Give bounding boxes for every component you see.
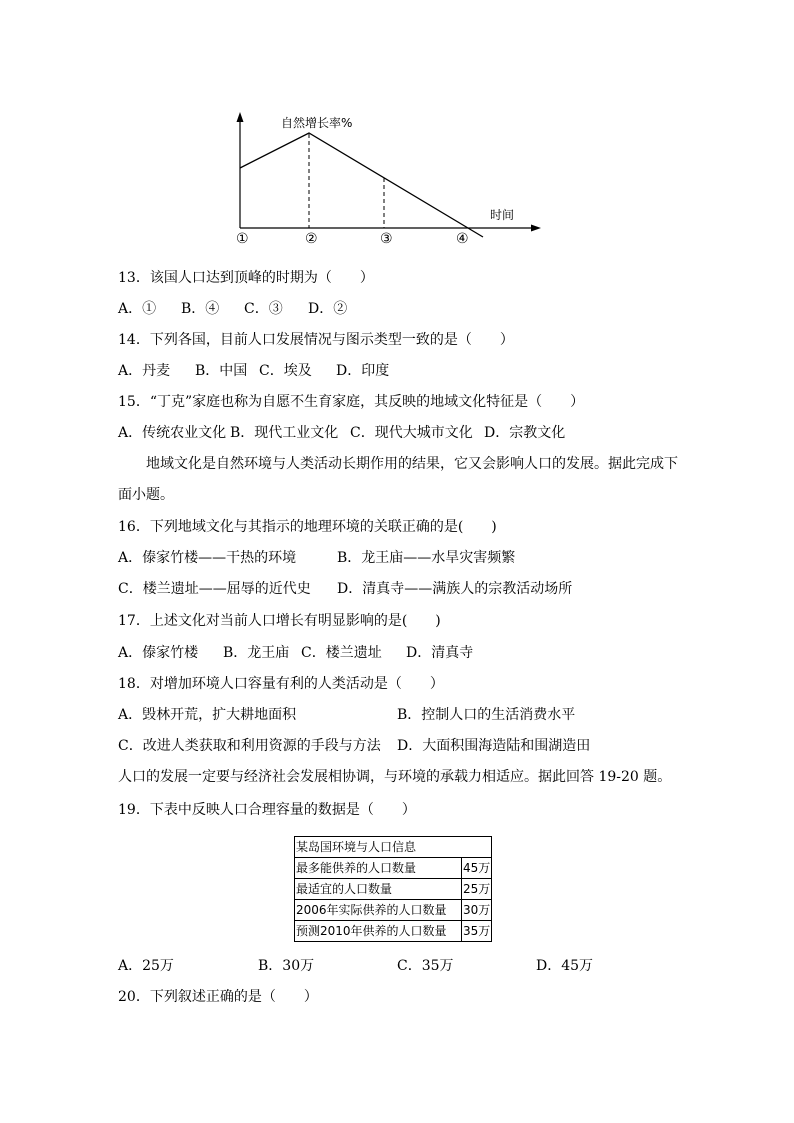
q17-option-d: D．清真寺 — [406, 645, 474, 661]
x-axis-label: 时间 — [490, 208, 515, 222]
table-row-value: 45万 — [462, 858, 492, 879]
q19-option-c: C．35万 — [397, 958, 454, 974]
table-title: 某岛国环境与人口信息 — [295, 837, 492, 858]
q15-option-a: A．传统农业文化 — [118, 425, 227, 441]
question-15-stem: 15．“丁克”家庭也称为自愿不生育家庭，其反映的地域文化特征是（ ） — [118, 394, 585, 410]
q15-option-b: B．现代工业文化 — [230, 425, 339, 441]
q13-option-d: D．② — [308, 301, 348, 317]
question-14-stem: 14．下列各国，目前人口发展情况与图示类型一致的是（ ） — [118, 332, 514, 348]
table-row — [295, 858, 492, 879]
growth-rate-line — [240, 133, 483, 237]
q18-option-b: B．控制人口的生活消费水平 — [397, 707, 576, 723]
q19-option-b: B．30万 — [258, 958, 315, 974]
y-axis-label: 自然增长率% — [281, 116, 353, 130]
q19-option-d: D．45万 — [536, 958, 594, 974]
table-row — [295, 879, 492, 900]
q13-option-a: A．① — [118, 301, 157, 317]
q14-option-c: C．埃及 — [259, 363, 312, 379]
table-row-label: 最多能供养的人口数量 — [295, 858, 462, 879]
q15-option-c: C．现代大城市文化 — [350, 425, 473, 441]
table-row — [295, 837, 492, 858]
q17-option-b: B．龙王庙 — [223, 645, 290, 661]
q16-option-c: C．楼兰遗址——屈辱的近代史 — [118, 581, 311, 597]
question-19-stem: 19．下表中反映人口合理容量的数据是（ ） — [118, 802, 416, 818]
growth-rate-figure — [0, 0, 794, 260]
question-20-stem: 20．下列叙述正确的是（ ） — [118, 989, 318, 1005]
q18-option-c: C．改进人类获取和利用资源的手段与方法 — [118, 738, 381, 754]
question-18-stem: 18．对增加环境人口容量有利的人类活动是（ ） — [118, 676, 444, 692]
q17-option-a: A．傣家竹楼 — [118, 645, 199, 661]
passage-regional-culture: 地域文化是自然环境与人类活动长期作用的结果，它又会影响人口的发展。据此完成下面小题。 — [118, 456, 678, 503]
table-row-label: 最适宜的人口数量 — [295, 879, 462, 900]
q18-option-d: D．大面积围海造陆和围湖造田 — [397, 738, 591, 754]
q14-option-b: B．中国 — [195, 363, 248, 379]
q17-option-c: C．楼兰遗址 — [301, 645, 382, 661]
q16-option-b: B．龙王庙——水旱灾害频繁 — [337, 550, 516, 566]
x-axis-arrow — [531, 225, 541, 232]
q15-option-d: D．宗教文化 — [484, 425, 566, 441]
question-13-stem: 13．该国人口达到顶峰的时期为（ ） — [118, 270, 374, 286]
table-row-label: 预测2010年供养的人口数量 — [295, 921, 462, 942]
q16-option-a: A．傣家竹楼——干热的环境 — [118, 550, 297, 566]
q18-option-a: A．毁林开荒，扩大耕地面积 — [118, 707, 297, 723]
question-16-stem: 16．下列地域文化与其指示的地理环境的关联正确的是( ) — [118, 519, 497, 535]
tick-label-2: ② — [305, 231, 318, 247]
table-row-value: 35万 — [462, 921, 492, 942]
tick-label-4: ④ — [456, 231, 469, 247]
tick-label-3: ③ — [380, 231, 393, 247]
q19-option-a: A．25万 — [118, 958, 174, 974]
y-axis-arrow — [237, 112, 244, 122]
q14-option-a: A．丹麦 — [118, 363, 171, 379]
passage-population-capacity: 人口的发展一定要与经济社会发展相协调，与环境的承载力相适应。据此回答 19-20 题。 — [118, 769, 672, 785]
q16-option-d: D．清真寺——满族人的宗教活动场所 — [337, 581, 573, 597]
table-row-label: 2006年实际供养的人口数量 — [295, 900, 462, 921]
tick-label-1: ① — [236, 231, 249, 247]
table-row-value: 30万 — [462, 900, 492, 921]
table-row — [295, 900, 492, 921]
q14-option-d: D．印度 — [336, 363, 390, 379]
question-17-stem: 17．上述文化对当前人口增长有明显影响的是( ) — [118, 613, 441, 629]
q13-option-c: C．③ — [244, 301, 283, 317]
island-population-table — [294, 836, 492, 942]
q13-option-b: B．④ — [181, 301, 220, 317]
table-row — [295, 921, 492, 942]
table-row-value: 25万 — [462, 879, 492, 900]
